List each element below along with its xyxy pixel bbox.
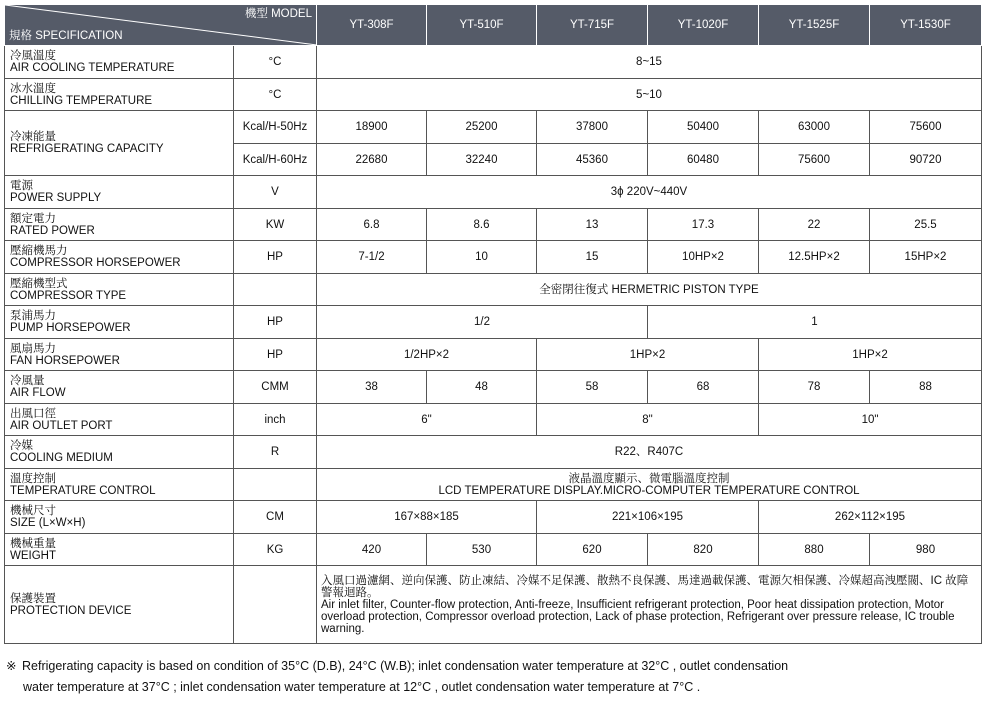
unit-cell: KW bbox=[234, 209, 317, 241]
value-cell: 50400 bbox=[648, 111, 759, 144]
row-label bbox=[5, 306, 234, 339]
value-cell: 78 bbox=[759, 371, 870, 404]
specification-label: 規格 SPECIFICATION bbox=[9, 30, 123, 42]
value-cell: 10HP×2 bbox=[648, 241, 759, 274]
value-cell: 12.5HP×2 bbox=[759, 241, 870, 274]
value-cell: 38 bbox=[317, 371, 427, 404]
row-label-zh: 額定電力 bbox=[10, 212, 56, 225]
row-label bbox=[5, 534, 234, 566]
row-air-outlet-port bbox=[5, 404, 982, 436]
row-label-en: COMPRESSOR HORSEPOWER bbox=[10, 257, 181, 269]
row-label-zh: 機械尺寸 bbox=[10, 505, 56, 517]
row-label-en: FAN HORSEPOWER bbox=[10, 354, 120, 367]
row-chilling-temperature bbox=[5, 79, 982, 111]
unit-cell: °C bbox=[234, 79, 317, 111]
value-cell: 32240 bbox=[427, 144, 537, 176]
value-cell: 6.8 bbox=[317, 209, 427, 241]
value-cell: 8.6 bbox=[427, 209, 537, 241]
row-label-zh: 出風口徑 bbox=[10, 407, 56, 420]
model-header: YT-510F bbox=[427, 5, 537, 46]
row-label bbox=[5, 469, 234, 501]
row-label-zh: 機械重量 bbox=[10, 537, 56, 550]
value-cell: 8~15 bbox=[317, 46, 982, 79]
row-air-cooling-temperature bbox=[5, 46, 982, 79]
unit-cell: V bbox=[234, 176, 317, 209]
value-cell: 1 bbox=[648, 306, 982, 339]
row-label-zh: 電源 bbox=[10, 180, 33, 192]
value-cell: 75600 bbox=[870, 111, 982, 144]
row-label bbox=[5, 436, 234, 469]
row-label-en: PUMP HORSEPOWER bbox=[10, 322, 131, 334]
value-cell: 980 bbox=[870, 534, 982, 566]
row-label-en: AIR OUTLET PORT bbox=[10, 419, 113, 432]
unit-cell: R bbox=[234, 436, 317, 469]
value-zh: 液晶溫度顯示、微電腦溫度控制 bbox=[568, 472, 730, 485]
row-label-en: WEIGHT bbox=[10, 549, 56, 562]
row-label bbox=[5, 176, 234, 209]
row-label bbox=[5, 111, 234, 176]
row-protection-device bbox=[5, 566, 982, 644]
row-label bbox=[5, 404, 234, 436]
unit-cell: CM bbox=[234, 501, 317, 534]
header-corner-cell bbox=[5, 5, 317, 46]
unit-cell bbox=[234, 469, 317, 501]
unit-cell: Kcal/H-50Hz bbox=[234, 111, 317, 144]
value-cell: 75600 bbox=[759, 144, 870, 176]
value-cell: 7-1/2 bbox=[317, 241, 427, 274]
row-label-en: POWER SUPPLY bbox=[10, 192, 102, 204]
protection-text-en: Air inlet filter, Counter-flow protection, Anti-freeze, Insufficient refrigerant protection, Poor heat dissipation protection, Motor overload protection, Compressor overload protection, Lack of phase protection, Refrigerant over pressure release, IC trouble warning. bbox=[321, 598, 955, 635]
row-label-zh: 冰水溫度 bbox=[10, 82, 56, 95]
model-header: YT-1530F bbox=[870, 5, 982, 46]
value-cell: 48 bbox=[427, 371, 537, 404]
model-header: YT-1020F bbox=[648, 5, 759, 46]
unit-cell bbox=[234, 566, 317, 644]
row-label bbox=[5, 371, 234, 404]
value-cell: 6" bbox=[317, 404, 537, 436]
footnote-symbol: ※ bbox=[6, 659, 17, 673]
row-compressor-horsepower bbox=[5, 241, 982, 274]
row-label bbox=[5, 566, 234, 644]
value-cell: 1HP×2 bbox=[759, 339, 982, 371]
row-label-zh: 冷風量 bbox=[10, 375, 45, 387]
row-refrigerating-capacity-50hz bbox=[5, 111, 982, 144]
value-cell: 13 bbox=[537, 209, 648, 241]
row-label-en: COOLING MEDIUM bbox=[10, 452, 113, 464]
unit-cell: °C bbox=[234, 46, 317, 79]
value-cell: 10 bbox=[427, 241, 537, 274]
row-label bbox=[5, 274, 234, 306]
value-cell: 37800 bbox=[537, 111, 648, 144]
value-cell: 17.3 bbox=[648, 209, 759, 241]
row-label-en: RATED POWER bbox=[10, 224, 95, 237]
value-cell: 25.5 bbox=[870, 209, 982, 241]
protection-description bbox=[317, 566, 982, 644]
value-cell: 820 bbox=[648, 534, 759, 566]
row-label-en: AIR COOLING TEMPERATURE bbox=[10, 62, 175, 74]
row-label-en: COMPRESSOR TYPE bbox=[10, 289, 127, 302]
model-header: YT-1525F bbox=[759, 5, 870, 46]
unit-cell: HP bbox=[234, 241, 317, 274]
value-cell: 530 bbox=[427, 534, 537, 566]
row-pump-horsepower bbox=[5, 306, 982, 339]
value-cell: 88 bbox=[870, 371, 982, 404]
row-fan-horsepower bbox=[5, 339, 982, 371]
row-label bbox=[5, 79, 234, 111]
unit-cell: HP bbox=[234, 306, 317, 339]
value-cell: 1/2HP×2 bbox=[317, 339, 537, 371]
row-label bbox=[5, 501, 234, 534]
spec-sheet bbox=[4, 4, 981, 644]
row-label-zh: 泵浦馬力 bbox=[10, 310, 56, 322]
unit-cell: KG bbox=[234, 534, 317, 566]
footnote-line-2: water temperature at 37°C ; inlet condensation water temperature at 12°C , outlet condensation water temperature at 7°C . bbox=[23, 680, 701, 694]
value-cell: 620 bbox=[537, 534, 648, 566]
row-label-zh: 冷風溫度 bbox=[10, 50, 56, 62]
value-cell: 90720 bbox=[870, 144, 982, 176]
row-label-en: AIR FLOW bbox=[10, 387, 66, 399]
row-rated-power bbox=[5, 209, 982, 241]
value-cell: 3ϕ 220V~440V bbox=[317, 176, 982, 209]
value-cell: 880 bbox=[759, 534, 870, 566]
value-cell: 60480 bbox=[648, 144, 759, 176]
row-weight bbox=[5, 534, 982, 566]
value-cell: 167×88×185 bbox=[317, 501, 537, 534]
value-cell: 1/2 bbox=[317, 306, 648, 339]
row-label bbox=[5, 46, 234, 79]
value-cell bbox=[317, 469, 982, 501]
header-row bbox=[5, 5, 982, 46]
value-cell: 5~10 bbox=[317, 79, 982, 111]
row-label-zh: 溫度控制 bbox=[10, 472, 56, 485]
value-cell: 420 bbox=[317, 534, 427, 566]
row-label-en: PROTECTION DEVICE bbox=[10, 604, 132, 617]
row-label-zh: 風扇馬力 bbox=[10, 342, 56, 355]
row-label-en: CHILLING TEMPERATURE bbox=[10, 94, 153, 107]
value-cell: 25200 bbox=[427, 111, 537, 144]
value-cell: 全密閉往復式 HERMETRIC PISTON TYPE bbox=[317, 274, 982, 306]
row-size bbox=[5, 501, 982, 534]
row-label-zh: 壓縮機馬力 bbox=[10, 245, 68, 257]
row-power-supply bbox=[5, 176, 982, 209]
value-cell: 262×112×195 bbox=[759, 501, 982, 534]
value-cell: 22 bbox=[759, 209, 870, 241]
value-cell: 45360 bbox=[537, 144, 648, 176]
value-cell: 10" bbox=[759, 404, 982, 436]
value-cell: 18900 bbox=[317, 111, 427, 144]
protection-text-zh: 入風口過濾網、逆向保護、防止凍結、冷媒不足保護、散熱不良保護、馬達過載保護、電源欠相保護、冷媒超高洩壓閥、IC 故障警報迴路。 bbox=[321, 574, 969, 599]
footnote-line-1: Refrigerating capacity is based on condition of 35°C (D.B), 24°C (W.B); inlet condensation water temperature at 32°C , outlet condensation bbox=[22, 659, 789, 673]
unit-cell: Kcal/H-60Hz bbox=[234, 144, 317, 176]
unit-cell: inch bbox=[234, 404, 317, 436]
model-label: 機型 MODEL bbox=[244, 8, 312, 20]
row-label-en: SIZE (L×W×H) bbox=[10, 517, 86, 529]
row-air-flow bbox=[5, 371, 982, 404]
row-label-zh: 壓縮機型式 bbox=[10, 277, 68, 290]
unit-cell bbox=[234, 274, 317, 306]
value-cell: 22680 bbox=[317, 144, 427, 176]
specification-table bbox=[4, 4, 982, 644]
row-label bbox=[5, 241, 234, 274]
row-label-zh: 冷凍能量 bbox=[10, 131, 56, 143]
value-cell: 8" bbox=[537, 404, 759, 436]
value-cell: 15HP×2 bbox=[870, 241, 982, 274]
row-label-en: REFRIGERATING CAPACITY bbox=[10, 143, 164, 155]
row-label bbox=[5, 209, 234, 241]
value-cell: R22、R407C bbox=[317, 436, 982, 469]
value-cell: 15 bbox=[537, 241, 648, 274]
row-label bbox=[5, 339, 234, 371]
model-header: YT-715F bbox=[537, 5, 648, 46]
value-en: LCD TEMPERATURE DISPLAY.MICRO-COMPUTER TEMPERATURE CONTROL bbox=[438, 484, 860, 497]
unit-cell: HP bbox=[234, 339, 317, 371]
row-label-zh: 冷媒 bbox=[10, 440, 33, 452]
row-compressor-type bbox=[5, 274, 982, 306]
value-cell: 68 bbox=[648, 371, 759, 404]
value-cell: 1HP×2 bbox=[537, 339, 759, 371]
value-cell: 63000 bbox=[759, 111, 870, 144]
row-label-en: TEMPERATURE CONTROL bbox=[10, 484, 156, 497]
model-header: YT-308F bbox=[317, 5, 427, 46]
row-label-zh: 保護裝置 bbox=[10, 592, 56, 605]
footnote bbox=[6, 656, 981, 698]
row-temperature-control bbox=[5, 469, 982, 501]
value-cell: 221×106×195 bbox=[537, 501, 759, 534]
row-cooling-medium bbox=[5, 436, 982, 469]
unit-cell: CMM bbox=[234, 371, 317, 404]
value-cell: 58 bbox=[537, 371, 648, 404]
